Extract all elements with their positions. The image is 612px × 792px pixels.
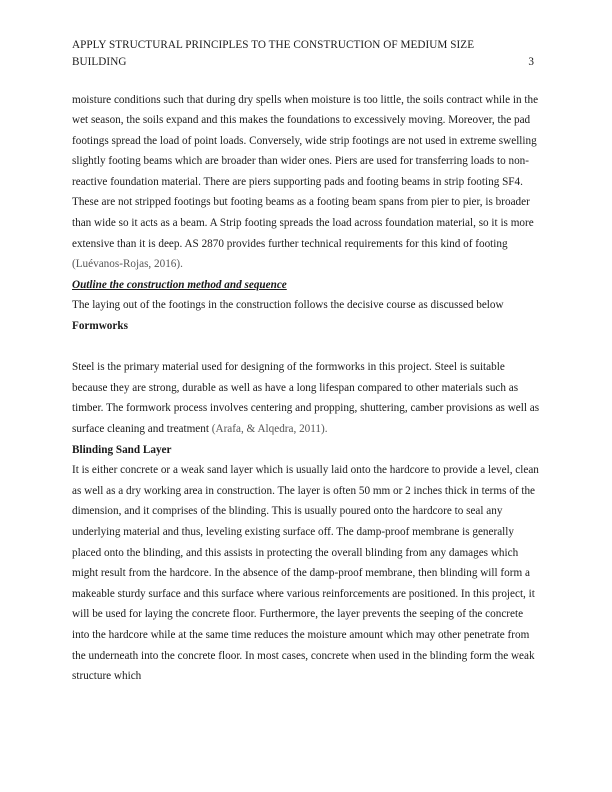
blank-line xyxy=(72,337,542,358)
document-body xyxy=(72,90,542,687)
page-number: 3 xyxy=(528,56,534,68)
paragraph-laying-out: The laying out of the footings in the construction follows the decisive course as discussed below xyxy=(72,299,504,312)
citation: (Arafa, & Alqedra, 2011). xyxy=(211,423,328,435)
paragraph-text: moisture conditions such that during dry spells when moisture is too little, the soils contract while in the wet season, the soils expand and this makes the foundations to excessively moving. Moreover, the pad footings spread the load of point loads. Conversely, wide strip footings are not used in extreme swelling slightly footing beams which are broader than wider ones. Piers are used for transferring loads to non-reactive foundation material. There are piers supporting pads and footing beams in strip footing SF4. These are not stripped footings but footing beams as a footing beam spans from pier to pier, is broader than wide so it acts as a beam. A Strip footing spreads the load across foundation material, so it is more extensive than it is deep. AS 2870 provides further technical requirements for this kind of footing xyxy=(72,93,539,250)
paragraph-formworks xyxy=(72,357,542,439)
section-heading-construction-method: Outline the construction method and sequence xyxy=(72,278,287,291)
paragraph-text: Steel is the primary material used for designing of the formworks in this project. Steel is suitable because they are strong, durable as well as have a long lifespan compared to other materials such as timber. The formwork process involves centering and propping, shuttering, camber provisions as well as surface cleaning and treatment xyxy=(72,361,540,435)
header-title: APPLY STRUCTURAL PRINCIPLES TO THE CONSTRUCTION OF MEDIUM SIZE BUILDING xyxy=(72,39,475,68)
paragraph-footings xyxy=(72,90,542,275)
citation: (Luévanos-Rojas, 2016). xyxy=(72,258,183,271)
paragraph-blinding: It is either concrete or a weak sand layer which is usually laid onto the hardcore to provide a level, clean as well as a dry working area in construction. The layer is often 50 mm or 2 inches thick in terms of the dimension, and it comprises of the blinding. This is usually poured onto the hardcore to seal any underlying material and thus, leveling existing surface off. The damp-proof membrane is generally placed onto the blinding, and this assists in protecting the overall blinding from any damages which might result from the hardcore. In the absence of the damp-proof membrane, then blinding will form a makeable sturdy surface and this surface where various reinforcements are positioned. In this project, it will be used for laying the concrete floor. Furthermore, the layer prevents the seeping of the concrete into the hardcore while at the same time reduces the moisture amount which may other penetrate from the underneath into the concrete floor. In most cases, concrete when used in the blinding form the weak structure which xyxy=(72,464,539,683)
section-heading-blinding-sand-layer: Blinding Sand Layer xyxy=(72,443,172,456)
section-heading-formworks: Formworks xyxy=(72,320,128,333)
running-header xyxy=(72,37,534,71)
